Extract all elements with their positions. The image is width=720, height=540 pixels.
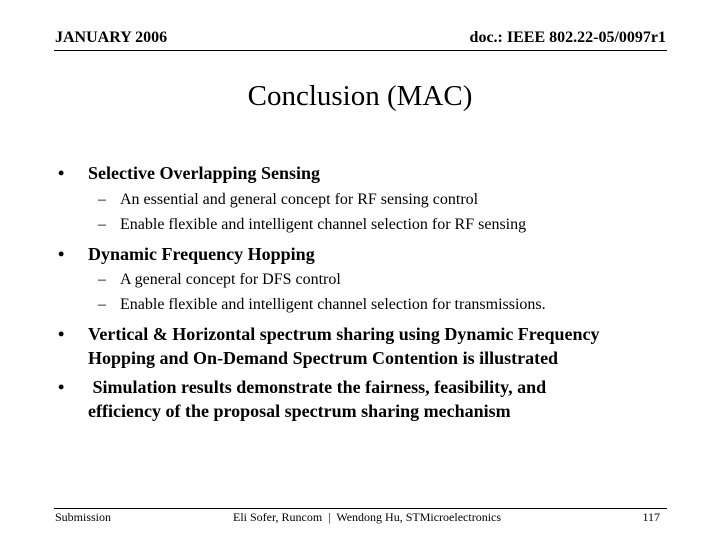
bullet-text-line-2: efficiency of the proposal spectrum sharing mechanism [88,401,511,421]
bullet-marker: • [58,377,65,397]
header-date: JANUARY 2006 [55,29,168,46]
dash-marker: – [98,216,106,233]
slide-title: Conclusion (MAC) [247,80,473,112]
bullet-marker: • [58,163,65,183]
bullet-text-line-2: Hopping and On-Demand Spectrum Contention is illustrated [88,348,559,368]
dash-marker: – [98,271,106,288]
dash-marker: – [98,191,106,208]
bullet-text: Dynamic Frequency Hopping [88,244,315,264]
bullet-text-line-1: Vertical & Horizontal spectrum sharing using Dynamic Frequency [88,324,600,344]
footer-rule [54,508,667,509]
sub-bullet-text: An essential and general concept for RF sensing control [120,191,479,208]
footer-authors: Eli Sofer, Runcom | Wendong Hu, STMicroelectronics [233,510,502,524]
sub-bullet-text: Enable flexible and intelligent channel selection for RF sensing [120,216,527,233]
sub-bullet-text: Enable flexible and intelligent channel selection for transmissions. [120,296,546,313]
footer-submission: Submission [55,510,112,524]
sub-bullet-text: A general concept for DFS control [120,271,341,288]
bullet-text: Selective Overlapping Sensing [88,163,321,183]
dash-marker: – [98,296,106,313]
header-rule [54,50,667,51]
bullet-marker: • [58,324,65,344]
header-doc-id: doc.: IEEE 802.22-05/0097r1 [469,29,666,46]
bullet-marker: • [58,244,65,264]
bullet-text-line-1: Simulation results demonstrate the fairness, feasibility, and [88,377,547,397]
footer-page-number: 117 [642,510,660,524]
